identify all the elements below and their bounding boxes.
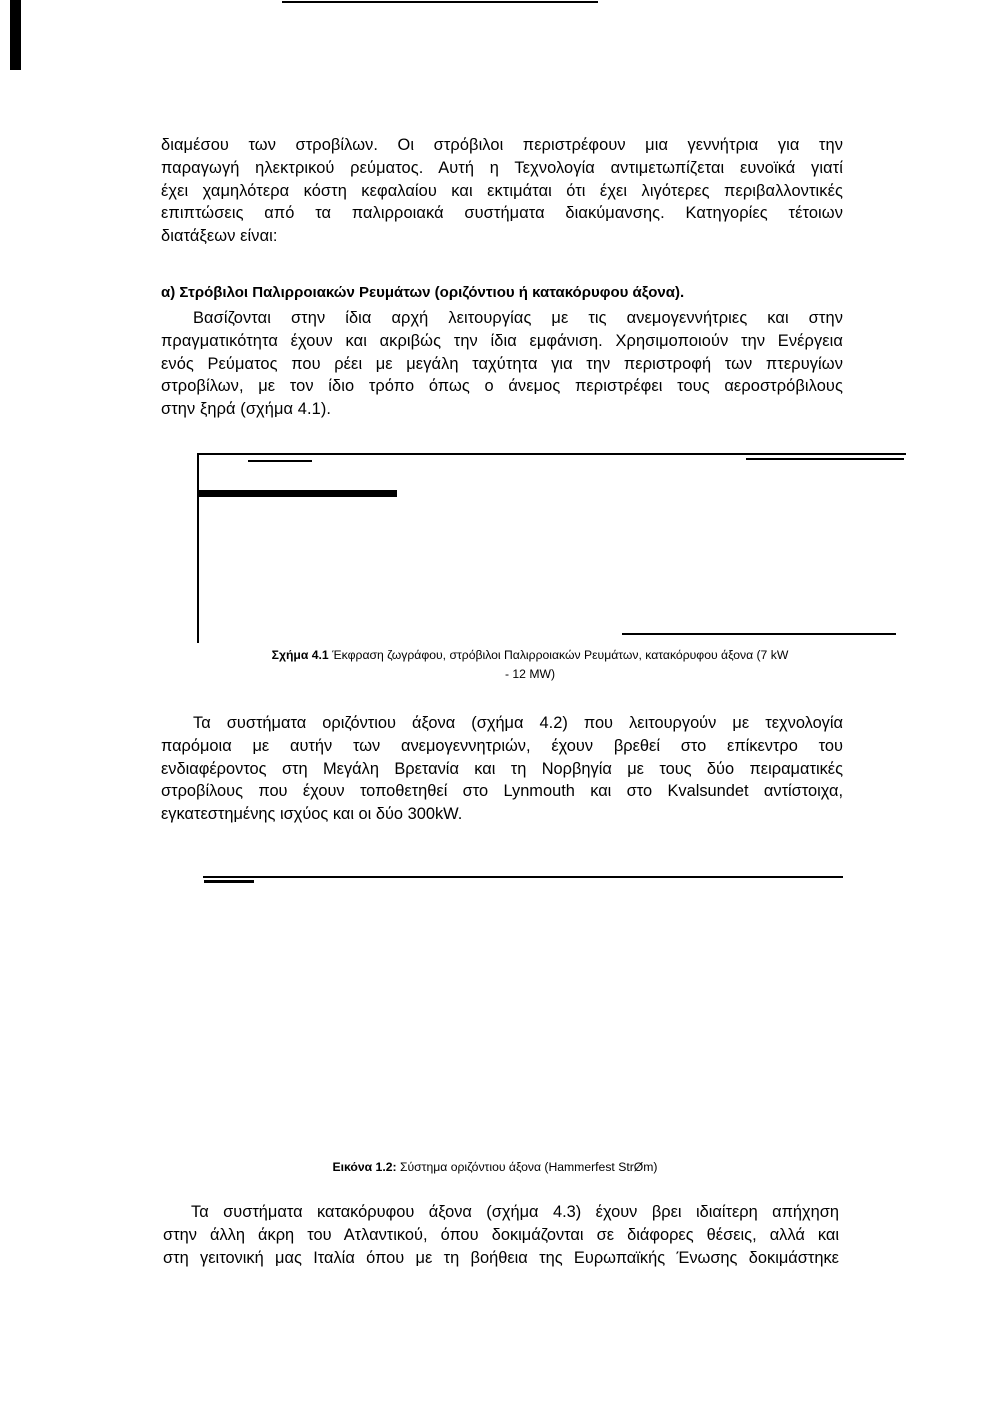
figure-frame-bottom [622,633,896,635]
text-line: στη γειτονική μας Ιταλία όπου με τη βοήθεια της Ευρωπαϊκής Ένωσης δοκιμάστηκε [163,1248,839,1267]
scan-edge-mark [10,0,21,70]
caption-text: Σύστημα οριζόντιου άξονα (Hammerfest StrØm) [399,1160,658,1174]
text-line: πραγματικότητα έχουν και ακριβώς την ίδια εμφάνιση. Χρησιμοποιούν την Ενέργεια [161,331,843,350]
top-rule [282,1,598,3]
text-line: στροβίλους που έχουν τοποθετηθεί στο Lynmouth και στο Kvalsundet αντίστοιχα, [161,782,843,801]
horizontal-axis-paragraph [161,712,843,826]
text-line: διαμέσου των στροβίλων. Οι στρόβιλοι περιστρέφουν μια γεννήτρια για την [161,136,843,154]
intro-paragraph [161,134,843,248]
caption-text: Έκφραση ζωγράφου, στρόβιλοι Παλιρροιακών Ρευμάτων, κατακόρυφου άξονα (7 kW [332,648,789,662]
figure-mark [204,880,254,883]
text-line: επιπτώσεις από τα παλιρροιακά συστήματα διακύμανσης. Κατηγορίες τέτοιων [161,204,843,223]
figure-frame-top [203,876,843,878]
caption-label: Σχήμα 4.1 [271,648,329,662]
text-line: παρόμοια με αυτήν των ανεμογεννητριών, έχουν βρεθεί στο επίκεντρο του [161,736,843,755]
description-paragraph [161,307,843,421]
text-line: εγκατεστημένης ισχύος και οι δύο 300kW. [161,805,463,824]
figure-4-1-caption [190,648,870,681]
vertical-axis-systems-paragraph-onpage-final [163,1201,839,1269]
figure-mark [248,460,312,462]
figure-frame-top [198,453,906,455]
caption-label: Εικόνα 1.2: [332,1160,397,1174]
text-line: ενός Ρεύματος που ρέει με μεγάλη ταχύτητα για την περιστροφή των πτερυγίων [161,354,843,373]
text-line: στροβίλων, με τον ίδιο τρόπο όπως ο άνεμος περιστρέφει τους αεροστρόβιλους [161,377,843,396]
text-line: στην ξηρά (σχήμα 4.1). [161,400,332,419]
text-line: ενδιαφέροντος στη Μεγάλη Βρετανία και τη Νορβηγία με τους δύο πειραματικές [161,759,843,778]
text-line: Τα συστήματα κατακόρυφου άξονα (σχήμα 4.3) έχουν βρει ιδιαίτερη απήχηση [191,1203,839,1221]
figure-mark [746,458,904,460]
text-line: Βασίζονται στην ίδια αρχή λειτουργίας με τις ανεμογεννήτριες και στην [193,309,843,327]
figure-mark [199,490,397,497]
section-heading: α) Στρόβιλοι Παλιρροιακών Ρευμάτων (οριζόντιου ή κατακόρυφου άξονα). [161,284,685,301]
caption-text: - 12 MW) [504,667,556,681]
text-line: Τα συστήματα οριζόντιου άξονα (σχήμα 4.2) που λειτουργούν με τεχνολογία [193,714,843,732]
text-line: διατάξεων είναι: [161,227,278,246]
text-line: στην άλλη άκρη του Ατλαντικού, όπου δοκιμάζονται σε διάφορες θέσεις, αλλά και [163,1225,839,1244]
figure-frame-left [197,453,199,643]
text-line: παραγωγή ηλεκτρικού ρεύματος. Αυτή η Τεχνολογία αντιμετωπίζεται ευνοϊκά γιατί [161,158,843,177]
text-line: έχει χαμηλότερα κόστη κεφαλαίου και εκτιμάται ότι έχει λιγότερες περιβαλλοντικές [161,181,843,200]
figure-1-2-caption [260,1160,730,1174]
